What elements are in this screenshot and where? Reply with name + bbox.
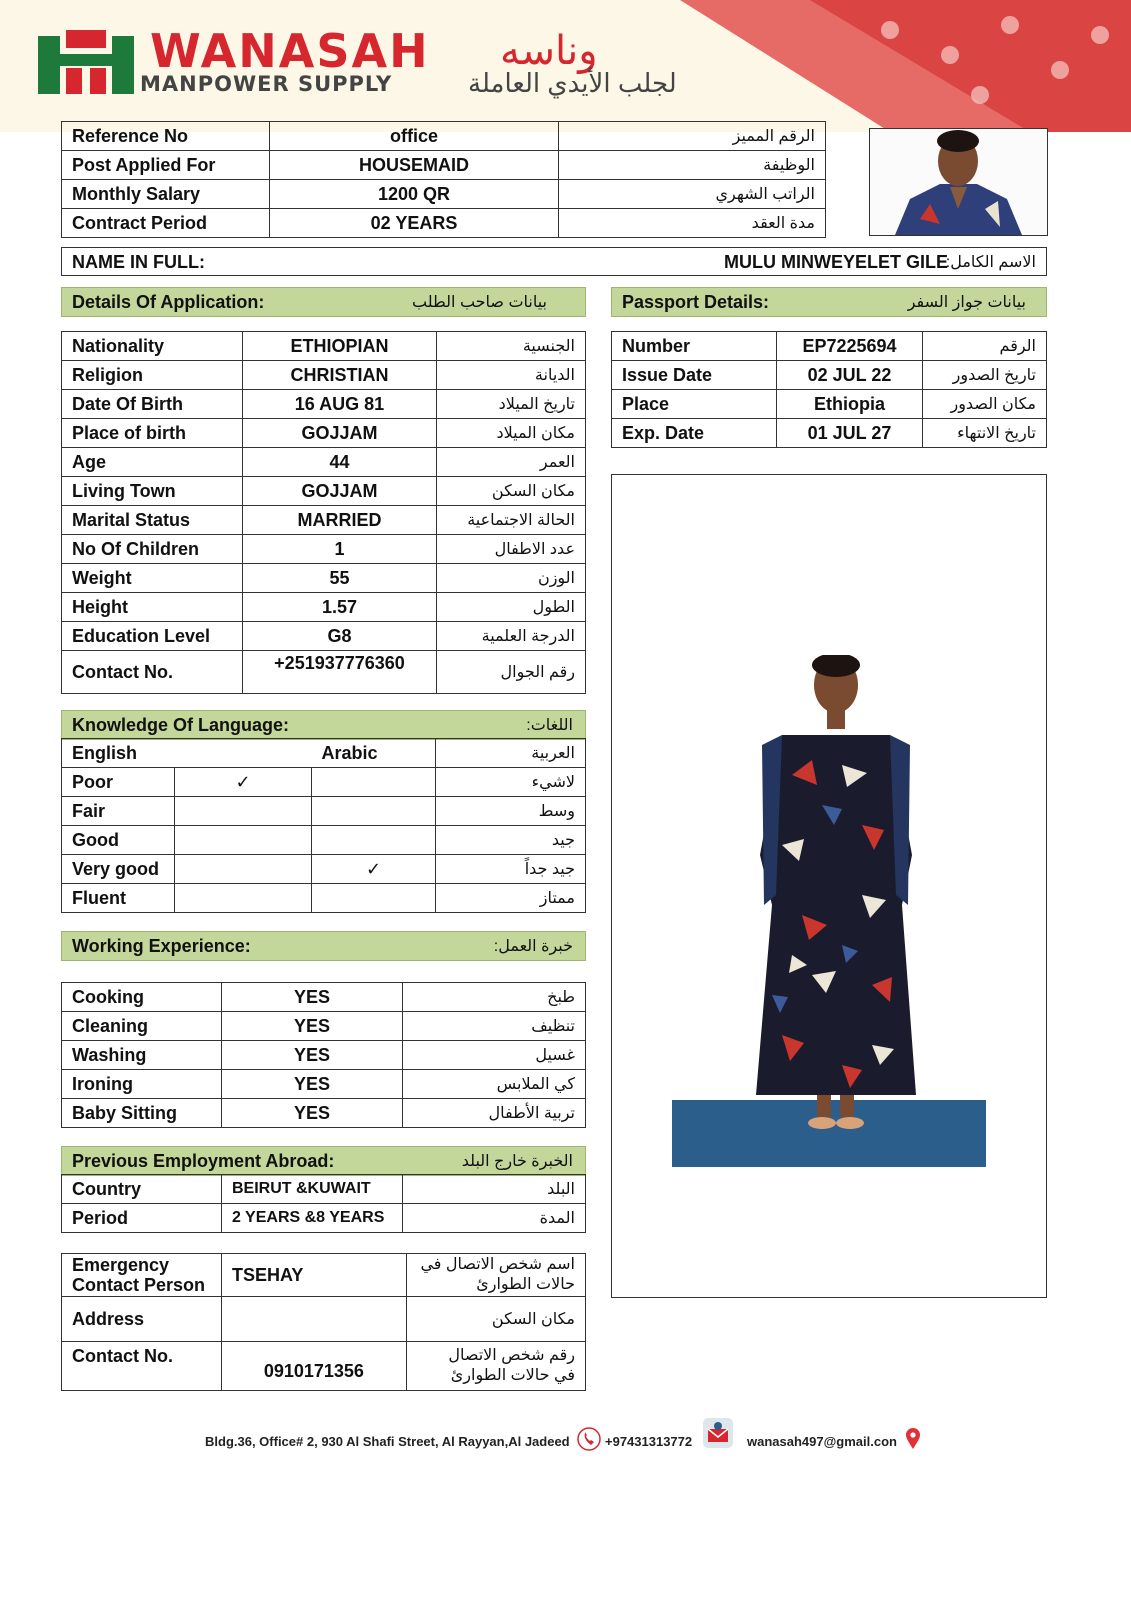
- emergency-label-line2: Contact Person: [72, 1275, 206, 1295]
- logo-subtitle: MANPOWER SUPPLY: [140, 72, 393, 96]
- footer: [205, 1425, 935, 1461]
- table-row: Period 2 YEARS &8 YEARS المدة: [62, 1204, 586, 1233]
- portrait-photo: [869, 128, 1048, 236]
- table-row: Contact No. 0910171356 رقم شخص الاتصال في حالات الطوارئ: [62, 1342, 586, 1391]
- phone-icon: [577, 1425, 601, 1453]
- full-body-image: [672, 655, 986, 1167]
- table-row: Religion CHRISTIAN الديانة: [62, 361, 586, 390]
- logo-wordmark: WANASAH: [150, 24, 430, 78]
- table-row: Living Town GOJJAM مكان السكن: [62, 477, 586, 506]
- table-row: Address مكان السكن: [62, 1297, 586, 1342]
- table-row: Fair وسط: [62, 797, 586, 826]
- table-row: Contract Period 02 YEARS مدة العقد: [62, 209, 826, 238]
- logo-arabic-subtitle: لجلب الأيدي العاملة: [468, 68, 677, 98]
- footer-address: Bldg.36, Office# 2, 930 Al Shafi Street, Al Rayyan,Al Jadeed: [205, 1434, 570, 1449]
- check-mark: ✓: [312, 855, 436, 884]
- table-row: Place Ethiopia مكان الصدور: [612, 390, 1047, 419]
- table-row: Cleaning YES تنظيف: [62, 1012, 586, 1041]
- emergency-person-value: TSEHAY: [222, 1254, 407, 1297]
- emergency-contact-number: 0910171356: [222, 1342, 407, 1391]
- experience-table: [61, 982, 586, 1128]
- application-details-table: [61, 331, 586, 694]
- address-value: [222, 1297, 407, 1342]
- table-row: Place of birth GOJJAM مكان الميلاد: [62, 419, 586, 448]
- wanasah-logo-icon: [38, 30, 134, 96]
- table-row: Weight 55 الوزن: [62, 564, 586, 593]
- table-row: Poor ✓ لاشيء: [62, 768, 586, 797]
- job-summary-table: [61, 121, 826, 238]
- table-row: Ironing YES كي الملابس: [62, 1070, 586, 1099]
- logo-arabic: وناسه: [500, 29, 598, 73]
- passport-section-header: Passport Details: بيانات جواز السفر: [611, 287, 1047, 317]
- application-section-header: Details Of Application: بيانات صاحب الطلب: [61, 287, 586, 317]
- full-name-value: MULU MINWEYELET GILE: [724, 252, 948, 272]
- full-name-label: NAME IN FULL:: [72, 252, 205, 272]
- letterhead: [0, 0, 1131, 132]
- footer-phone: +97431313772: [605, 1434, 693, 1449]
- table-row: Date Of Birth 16 AUG 81 تاريخ الميلاد: [62, 390, 586, 419]
- footer-email: wanasah497@gmail.con: [747, 1434, 897, 1449]
- table-row: Post Applied For HOUSEMAID الوظيفة: [62, 151, 826, 180]
- table-row: English Arabic العربية: [62, 739, 586, 768]
- abroad-section-header: Previous Employment Abroad: الخبرة خارج البلد: [61, 1146, 586, 1176]
- table-row: Very good ✓ جيد جداً: [62, 855, 586, 884]
- check-mark: ✓: [175, 768, 312, 797]
- table-row: Height 1.57 الطول: [62, 593, 586, 622]
- full-body-photo: [611, 474, 1047, 1298]
- language-section-header: Knowledge Of Language: اللغات:: [61, 710, 586, 740]
- table-row: Number EP7225694 الرقم: [612, 332, 1047, 361]
- emergency-contact-table: [61, 1253, 586, 1391]
- abroad-table: [61, 1174, 586, 1233]
- email-icon: [702, 1417, 734, 1449]
- table-row: Cooking YES طبخ: [62, 983, 586, 1012]
- language-table: [61, 738, 586, 913]
- table-row: Education Level G8 الدرجة العلمية: [62, 622, 586, 651]
- table-row: Good جيد: [62, 826, 586, 855]
- table-row: Issue Date 02 JUL 22 تاريخ الصدور: [612, 361, 1047, 390]
- full-name-label-arabic: الاسم الكامل:: [945, 254, 1036, 271]
- portrait-image: [870, 129, 1047, 235]
- table-row: Age 44 العمر: [62, 448, 586, 477]
- full-name-row: [61, 247, 1047, 276]
- table-row: No Of Children 1 عدد الاطفال: [62, 535, 586, 564]
- table-row: Contact No. +251937776360 رقم الجوال: [62, 651, 586, 694]
- table-row: Baby Sitting YES تربية الأطفال: [62, 1099, 586, 1128]
- emergency-label-line1: Emergency: [72, 1255, 170, 1275]
- table-row: Marital Status MARRIED الحالة الاجتماعية: [62, 506, 586, 535]
- table-row: Fluent ممتاز: [62, 884, 586, 913]
- table-row: Washing YES غسيل: [62, 1041, 586, 1070]
- table-row: Nationality ETHIOPIAN الجنسية: [62, 332, 586, 361]
- table-row: Monthly Salary 1200 QR الراتب الشهري: [62, 180, 826, 209]
- table-row: Country BEIRUT &KUWAIT البلد: [62, 1175, 586, 1204]
- table-row: Emergency Contact Person TSEHAY اسم شخص الاتصال في حالات الطوارئ: [62, 1254, 586, 1297]
- location-pin-icon: [905, 1428, 921, 1450]
- decorative-figures-pattern: [560, 0, 1131, 132]
- experience-section-header: Working Experience: خبرة العمل:: [61, 931, 586, 961]
- table-row: Reference No office الرقم المميز: [62, 122, 826, 151]
- passport-details-table: [611, 331, 1047, 448]
- table-row: Exp. Date 01 JUL 27 تاريخ الانتهاء: [612, 419, 1047, 448]
